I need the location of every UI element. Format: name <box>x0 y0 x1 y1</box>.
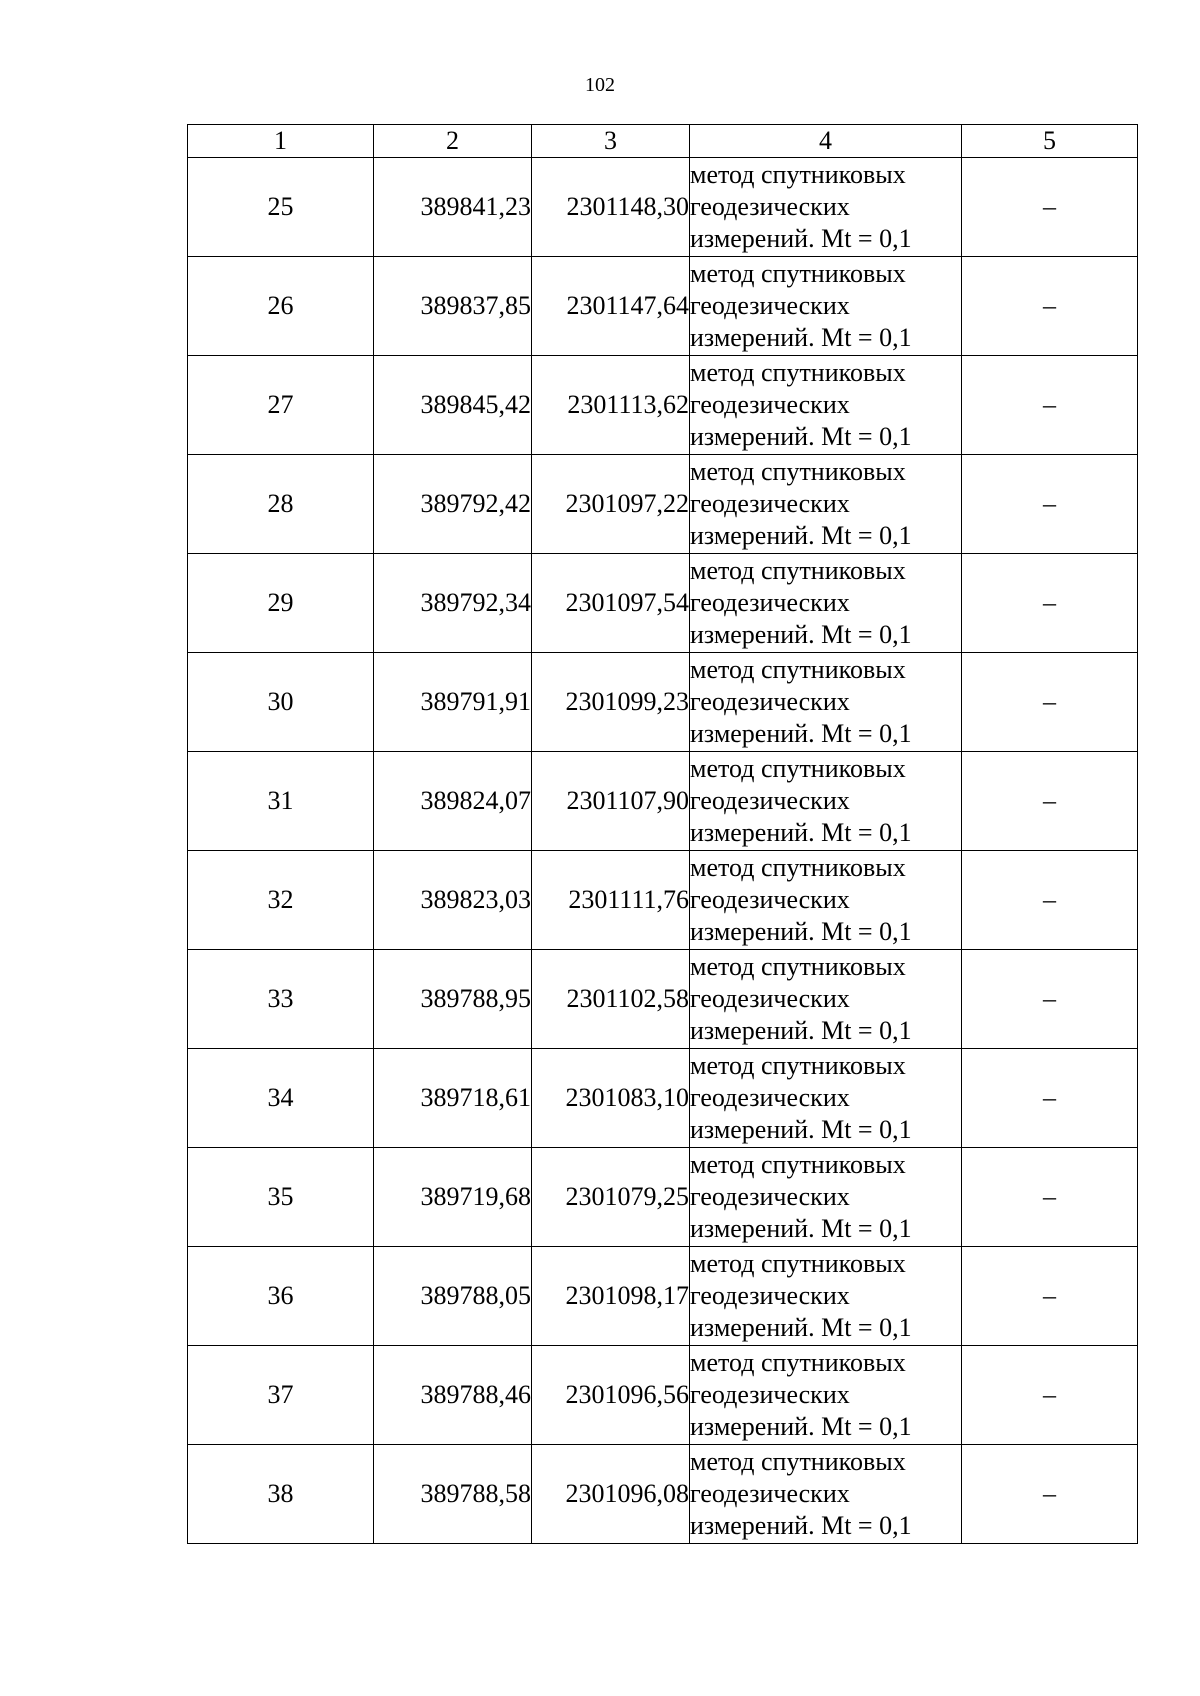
y-coordinate-cell: 2301107,90 <box>532 752 690 851</box>
point-number-cell: 30 <box>188 653 374 752</box>
header-cell-3: 3 <box>532 125 690 158</box>
header-cell-2: 2 <box>374 125 532 158</box>
method-line: геодезических <box>690 687 850 716</box>
note-cell: – <box>962 752 1138 851</box>
table-row <box>188 653 1138 752</box>
y-coordinate-cell: 2301147,64 <box>532 257 690 356</box>
y-coordinate-cell: 2301097,22 <box>532 455 690 554</box>
note-cell: – <box>962 950 1138 1049</box>
point-number-cell: 28 <box>188 455 374 554</box>
method-line: измерений. Mt = 0,1 <box>690 719 912 748</box>
method-line: измерений. Mt = 0,1 <box>690 1313 912 1342</box>
method-line: геодезических <box>690 291 850 320</box>
method-line: геодезических <box>690 489 850 518</box>
method-line: измерений. Mt = 0,1 <box>690 1511 912 1540</box>
table-row <box>188 158 1138 257</box>
method-line: геодезических <box>690 588 850 617</box>
y-coordinate-cell: 2301097,54 <box>532 554 690 653</box>
x-coordinate-cell: 389788,95 <box>374 950 532 1049</box>
method-line: геодезических <box>690 1182 850 1211</box>
point-number-cell: 36 <box>188 1247 374 1346</box>
y-coordinate-cell: 2301098,17 <box>532 1247 690 1346</box>
x-coordinate-cell: 389823,03 <box>374 851 532 950</box>
point-number-cell: 35 <box>188 1148 374 1247</box>
y-coordinate-cell: 2301096,56 <box>532 1346 690 1445</box>
note-cell: – <box>962 1247 1138 1346</box>
table-row <box>188 1247 1138 1346</box>
method-line: метод спутниковых <box>690 853 906 882</box>
y-coordinate-cell: 2301113,62 <box>532 356 690 455</box>
point-number-cell: 26 <box>188 257 374 356</box>
note-cell: – <box>962 554 1138 653</box>
x-coordinate-cell: 389824,07 <box>374 752 532 851</box>
method-line: геодезических <box>690 1281 850 1310</box>
point-number-cell: 34 <box>188 1049 374 1148</box>
note-cell: – <box>962 1445 1138 1544</box>
method-cell <box>690 1346 962 1445</box>
coordinates-table <box>187 124 1138 1544</box>
method-line: измерений. Mt = 0,1 <box>690 917 912 946</box>
x-coordinate-cell: 389845,42 <box>374 356 532 455</box>
method-line: метод спутниковых <box>690 160 906 189</box>
note-cell: – <box>962 851 1138 950</box>
y-coordinate-cell: 2301099,23 <box>532 653 690 752</box>
method-cell <box>690 257 962 356</box>
y-coordinate-cell: 2301096,08 <box>532 1445 690 1544</box>
table-row <box>188 455 1138 554</box>
method-cell <box>690 950 962 1049</box>
method-line: измерений. Mt = 0,1 <box>690 1115 912 1144</box>
y-coordinate-cell: 2301079,25 <box>532 1148 690 1247</box>
method-line: метод спутниковых <box>690 457 906 486</box>
method-line: геодезических <box>690 390 850 419</box>
point-number-cell: 38 <box>188 1445 374 1544</box>
x-coordinate-cell: 389841,23 <box>374 158 532 257</box>
note-cell: – <box>962 1346 1138 1445</box>
method-line: геодезических <box>690 1380 850 1409</box>
point-number-cell: 32 <box>188 851 374 950</box>
method-line: метод спутниковых <box>690 1150 906 1179</box>
method-cell <box>690 455 962 554</box>
x-coordinate-cell: 389788,46 <box>374 1346 532 1445</box>
method-cell <box>690 554 962 653</box>
x-coordinate-cell: 389837,85 <box>374 257 532 356</box>
note-cell: – <box>962 653 1138 752</box>
method-line: метод спутниковых <box>690 655 906 684</box>
note-cell: – <box>962 158 1138 257</box>
x-coordinate-cell: 389718,61 <box>374 1049 532 1148</box>
method-line: геодезических <box>690 1479 850 1508</box>
method-line: измерений. Mt = 0,1 <box>690 620 912 649</box>
table-row <box>188 1049 1138 1148</box>
header-cell-5: 5 <box>962 125 1138 158</box>
table-header <box>188 125 1138 158</box>
point-number-cell: 31 <box>188 752 374 851</box>
method-line: измерений. Mt = 0,1 <box>690 818 912 847</box>
table-row <box>188 554 1138 653</box>
note-cell: – <box>962 455 1138 554</box>
table-row <box>188 851 1138 950</box>
page-number: 102 <box>585 74 615 96</box>
x-coordinate-cell: 389788,58 <box>374 1445 532 1544</box>
table-row <box>188 257 1138 356</box>
header-cell-4: 4 <box>690 125 962 158</box>
method-line: метод спутниковых <box>690 952 906 981</box>
point-number-cell: 25 <box>188 158 374 257</box>
x-coordinate-cell: 389719,68 <box>374 1148 532 1247</box>
method-cell <box>690 356 962 455</box>
method-cell <box>690 1049 962 1148</box>
x-coordinate-cell: 389792,42 <box>374 455 532 554</box>
method-cell <box>690 1148 962 1247</box>
method-line: геодезических <box>690 984 850 1013</box>
x-coordinate-cell: 389791,91 <box>374 653 532 752</box>
method-line: измерений. Mt = 0,1 <box>690 422 912 451</box>
method-cell <box>690 1445 962 1544</box>
header-cell-1: 1 <box>188 125 374 158</box>
method-cell <box>690 752 962 851</box>
method-line: геодезических <box>690 1083 850 1112</box>
method-line: метод спутниковых <box>690 358 906 387</box>
x-coordinate-cell: 389788,05 <box>374 1247 532 1346</box>
y-coordinate-cell: 2301111,76 <box>532 851 690 950</box>
table-row <box>188 1148 1138 1247</box>
method-line: измерений. Mt = 0,1 <box>690 1214 912 1243</box>
method-line: метод спутниковых <box>690 1447 906 1476</box>
method-line: измерений. Mt = 0,1 <box>690 323 912 352</box>
method-line: геодезических <box>690 885 850 914</box>
method-cell <box>690 1247 962 1346</box>
point-number-cell: 37 <box>188 1346 374 1445</box>
y-coordinate-cell: 2301148,30 <box>532 158 690 257</box>
method-cell <box>690 158 962 257</box>
method-line: метод спутниковых <box>690 259 906 288</box>
method-line: метод спутниковых <box>690 1348 906 1377</box>
method-line: измерений. Mt = 0,1 <box>690 521 912 550</box>
note-cell: – <box>962 356 1138 455</box>
note-cell: – <box>962 1049 1138 1148</box>
method-line: метод спутниковых <box>690 1249 906 1278</box>
method-line: измерений. Mt = 0,1 <box>690 1016 912 1045</box>
table-row <box>188 1346 1138 1445</box>
note-cell: – <box>962 1148 1138 1247</box>
point-number-cell: 33 <box>188 950 374 1049</box>
table-row <box>188 752 1138 851</box>
table-row <box>188 356 1138 455</box>
method-line: геодезических <box>690 192 850 221</box>
y-coordinate-cell: 2301083,10 <box>532 1049 690 1148</box>
method-line: измерений. Mt = 0,1 <box>690 1412 912 1441</box>
x-coordinate-cell: 389792,34 <box>374 554 532 653</box>
header-row <box>188 125 1138 158</box>
note-cell: – <box>962 257 1138 356</box>
table-row <box>188 1445 1138 1544</box>
method-line: геодезических <box>690 786 850 815</box>
method-cell <box>690 653 962 752</box>
table-row <box>188 950 1138 1049</box>
method-line: метод спутниковых <box>690 1051 906 1080</box>
method-line: метод спутниковых <box>690 754 906 783</box>
point-number-cell: 29 <box>188 554 374 653</box>
table-body <box>188 158 1138 1544</box>
method-cell <box>690 851 962 950</box>
method-line: измерений. Mt = 0,1 <box>690 224 912 253</box>
point-number-cell: 27 <box>188 356 374 455</box>
method-line: метод спутниковых <box>690 556 906 585</box>
y-coordinate-cell: 2301102,58 <box>532 950 690 1049</box>
